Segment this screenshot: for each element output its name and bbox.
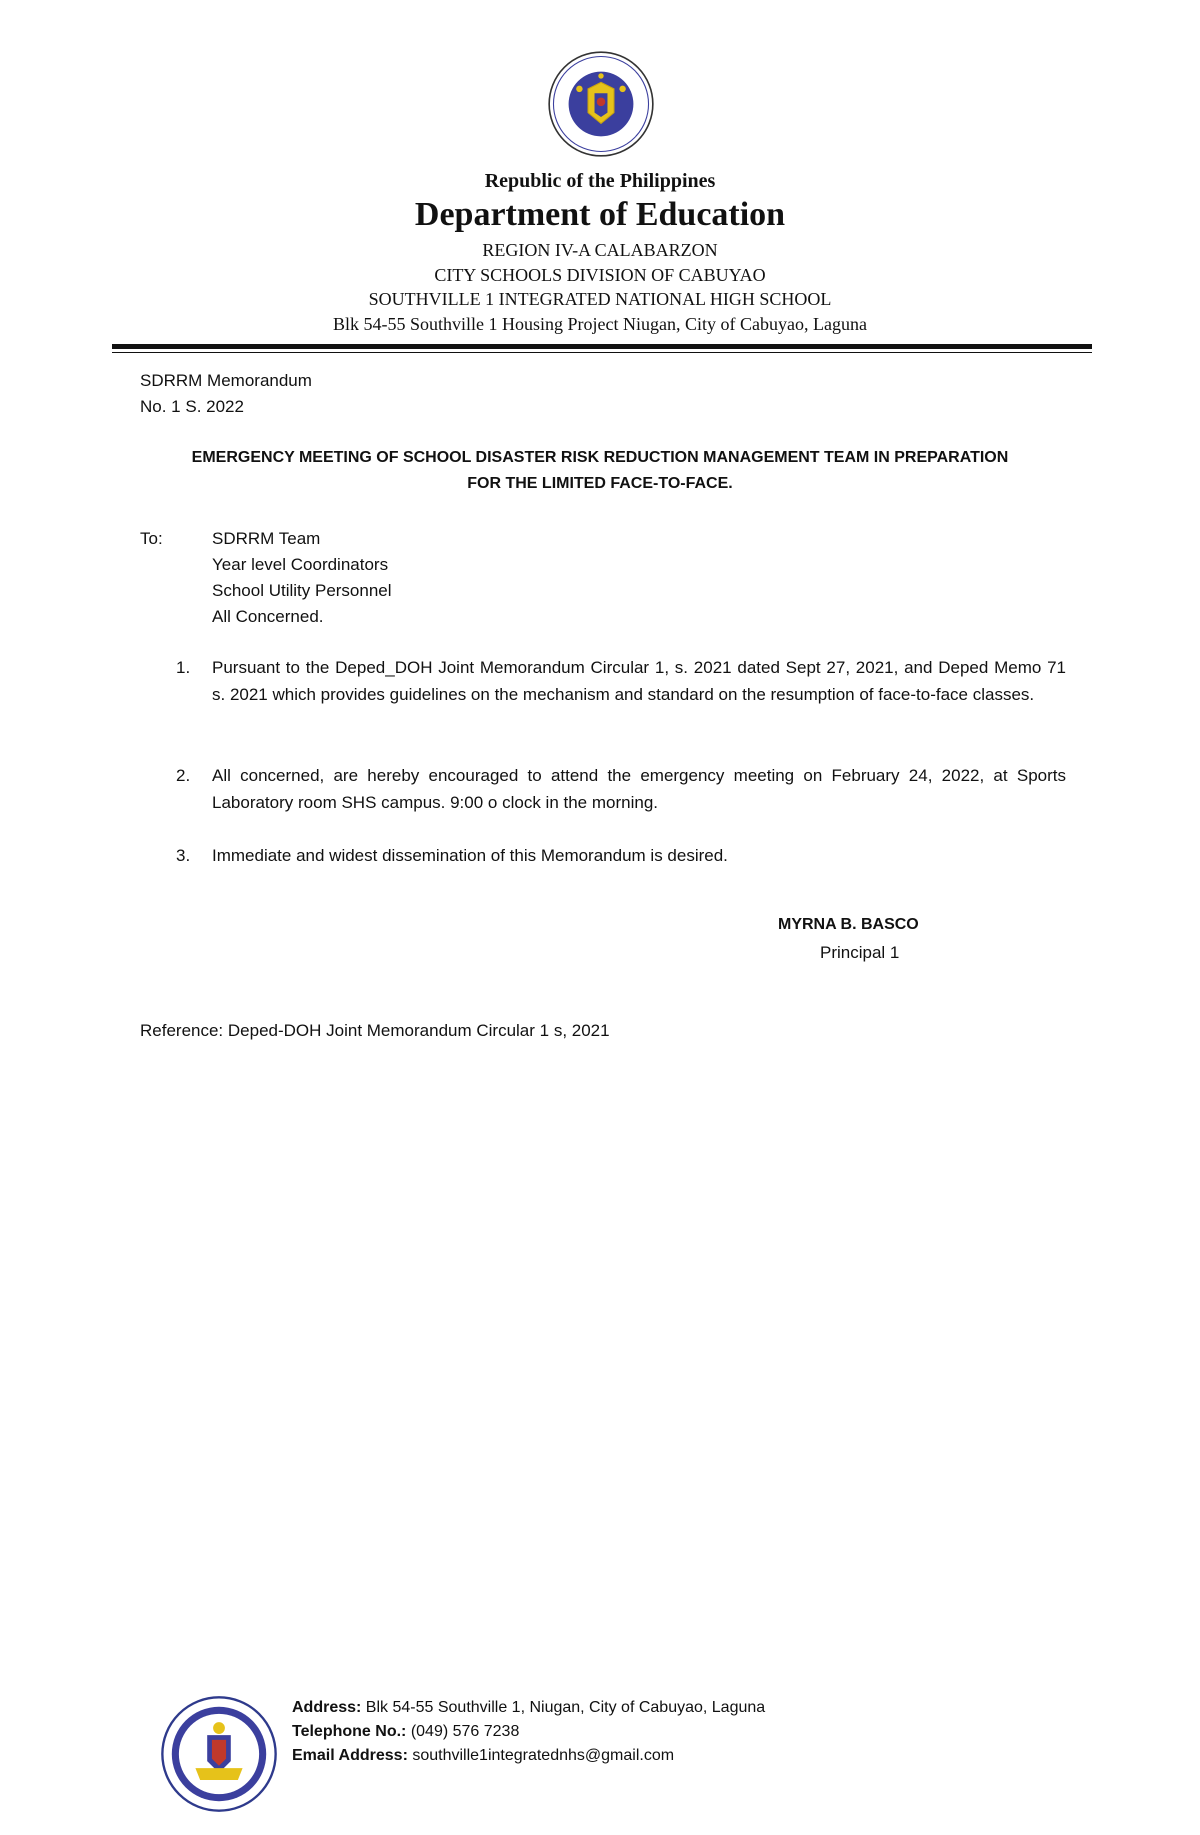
recipient-item: SDRRM Team — [212, 529, 321, 548]
signatory-title: Principal 1 — [820, 943, 900, 962]
memo-item-3 — [176, 843, 1066, 870]
subject-line-1: EMERGENCY MEETING OF SCHOOL DISASTER RISK REDUCTION MANAGEMENT TEAM IN PREPARATION — [191, 449, 1009, 466]
item-text: Immediate and widest dissemination of this Memorandum is desired. — [212, 846, 728, 865]
item-number: 1. — [176, 658, 191, 677]
deped-seal-icon — [547, 50, 655, 158]
to-label: To: — [140, 529, 163, 548]
republic-heading: Republic of the Philippines — [484, 170, 716, 192]
recipient-item: School Utility Personnel — [212, 581, 392, 600]
memo-number: No. 1 S. 2022 — [140, 397, 244, 416]
recipient-list — [212, 526, 392, 630]
item-number: 2. — [176, 766, 191, 785]
school-seal-icon — [160, 1695, 278, 1813]
footer-email — [292, 1744, 674, 1768]
footer-email-value: southville1integratednhs@gmail.com — [407, 1747, 675, 1764]
footer-address — [292, 1696, 765, 1720]
header-divider — [112, 344, 1092, 349]
item-text: Pursuant to the Deped_DOH Joint Memorandum Circular 1, s. 2021 dated Sept 27, 2021, and Deped Memo 71 s. 2021 which provides guidelines on the mechanism and standard on the resumption of face-to-face classes. — [212, 658, 1066, 704]
department-heading: Department of Education — [414, 196, 786, 233]
division-line: CITY SCHOOLS DIVISION OF CABUYAO — [434, 265, 766, 285]
item-text: All concerned, are hereby encouraged to attend the emergency meeting on February 24, 2022, at Sports Laboratory room SHS campus. 9:00 o clock in the morning. — [212, 766, 1066, 812]
footer-telephone-label: Telephone No.: — [292, 1723, 407, 1740]
subject-line-2: FOR THE LIMITED FACE-TO-FACE. — [467, 475, 733, 492]
memo-item-2 — [176, 763, 1066, 816]
recipient-item: Year level Coordinators — [212, 555, 389, 574]
signatory-name: MYRNA B. BASCO — [778, 916, 919, 933]
footer-email-label: Email Address: — [292, 1747, 408, 1764]
footer-telephone-value: (049) 576 7238 — [406, 1723, 520, 1740]
school-line: SOUTHVILLE 1 INTEGRATED NATIONAL HIGH SCHOOL — [368, 289, 832, 309]
footer-address-label: Address: — [292, 1699, 362, 1716]
memo-subject — [120, 445, 1080, 497]
item-number: 3. — [176, 846, 191, 865]
region-line: REGION IV-A CALABARZON — [482, 240, 718, 260]
header-divider-thin — [112, 352, 1092, 353]
footer-telephone — [292, 1720, 519, 1744]
reference-line: Reference: Deped-DOH Joint Memorandum Circular 1 s, 2021 — [140, 1021, 610, 1040]
memo-label: SDRRM Memorandum — [140, 371, 312, 390]
memo-item-1 — [176, 655, 1066, 708]
school-address-line: Blk 54-55 Southville 1 Housing Project Niugan, City of Cabuyao, Laguna — [333, 314, 867, 334]
recipient-item: All Concerned. — [212, 607, 324, 626]
footer-address-value: Blk 54-55 Southville 1, Niugan, City of Cabuyao, Laguna — [361, 1699, 766, 1716]
